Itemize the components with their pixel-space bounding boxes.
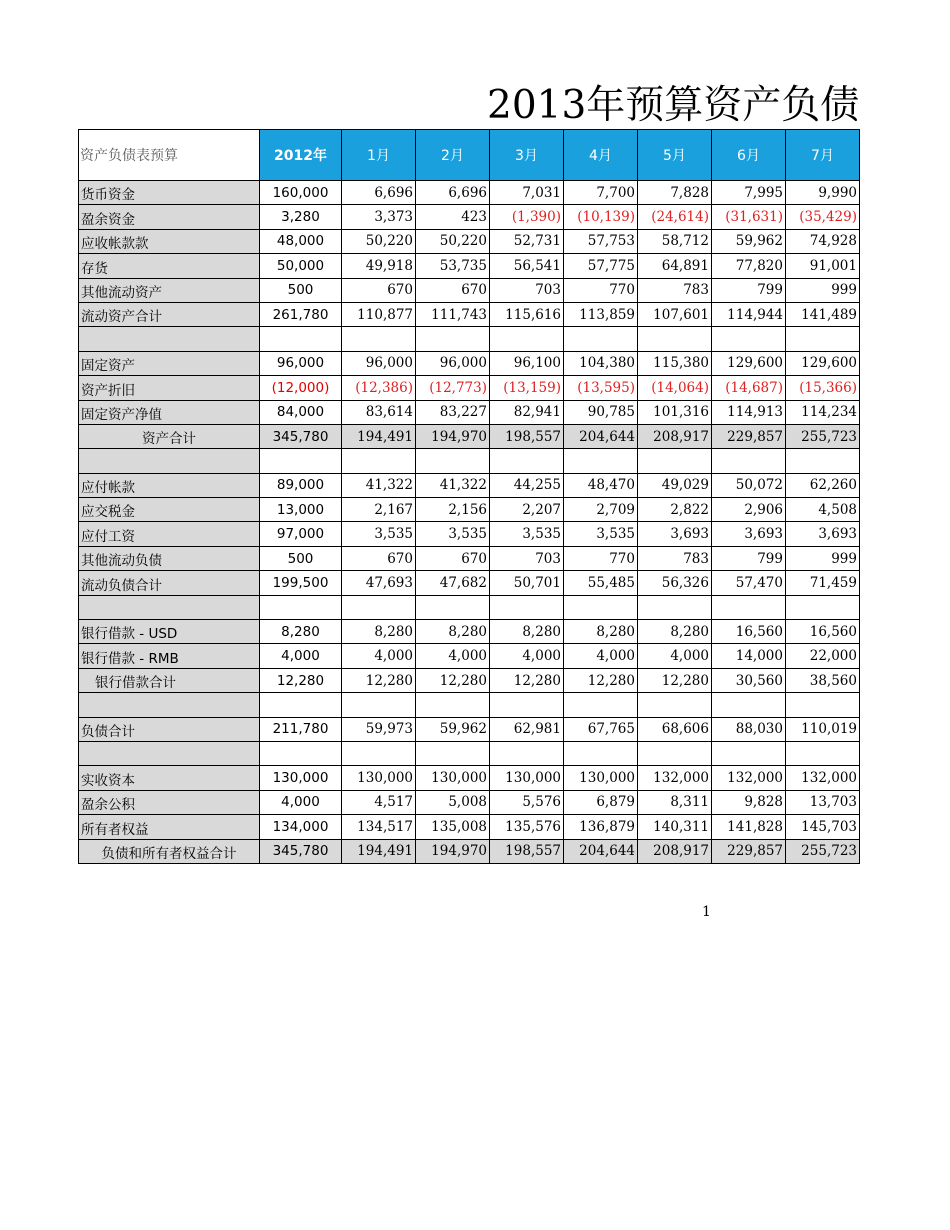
cell-month-value[interactable]: 114,944 [712, 302, 786, 326]
cell-month-value[interactable] [342, 449, 416, 473]
header-col-2012[interactable]: 2012年 [260, 130, 342, 181]
cell-month-value[interactable] [490, 327, 564, 351]
cell-month-value[interactable]: 783 [638, 546, 712, 570]
cell-month-value[interactable]: 57,753 [564, 229, 638, 253]
cell-month-value[interactable] [416, 595, 490, 619]
cell-month-value[interactable]: 50,701 [490, 571, 564, 595]
header-col-month[interactable]: 6月 [712, 130, 786, 181]
cell-month-value[interactable]: 6,879 [564, 790, 638, 814]
cell-month-value[interactable]: 59,962 [416, 717, 490, 741]
row-label-cell[interactable]: 银行借款合计 [79, 668, 260, 692]
cell-month-value[interactable]: (14,064) [638, 376, 712, 400]
cell-month-value[interactable]: 3,535 [416, 522, 490, 546]
header-col-month[interactable]: 5月 [638, 130, 712, 181]
cell-month-value[interactable]: (12,773) [416, 376, 490, 400]
cell-month-value[interactable]: 3,693 [638, 522, 712, 546]
table-row [79, 839, 860, 863]
cell-month-value[interactable]: 194,970 [416, 839, 490, 863]
cell-month-value[interactable]: (14,687) [712, 376, 786, 400]
cell-month-value[interactable]: (13,595) [564, 376, 638, 400]
cell-month-value[interactable]: 12,280 [342, 668, 416, 692]
cell-2012[interactable]: 160,000 [260, 181, 342, 205]
cell-month-value[interactable]: 670 [416, 546, 490, 570]
cell-2012[interactable] [260, 327, 342, 351]
row-label-cell[interactable]: 银行借款 - RMB [79, 644, 260, 668]
cell-month-value[interactable]: 50,072 [712, 473, 786, 497]
cell-month-value[interactable]: 130,000 [342, 766, 416, 790]
cell-month-value[interactable]: 130,000 [564, 766, 638, 790]
table-row [79, 302, 860, 326]
row-label-cell[interactable] [79, 741, 260, 765]
cell-2012[interactable] [260, 449, 342, 473]
cell-month-value[interactable]: 132,000 [712, 766, 786, 790]
row-label-cell[interactable] [79, 449, 260, 473]
cell-month-value[interactable] [712, 327, 786, 351]
cell-month-value[interactable]: 74,928 [786, 229, 860, 253]
cell-month-value[interactable]: (31,631) [712, 205, 786, 229]
cell-month-value[interactable]: 48,470 [564, 473, 638, 497]
cell-month-value[interactable]: 130,000 [490, 766, 564, 790]
cell-2012[interactable]: 12,280 [260, 668, 342, 692]
cell-month-value[interactable] [564, 449, 638, 473]
cell-2012[interactable] [260, 693, 342, 717]
cell-2012[interactable]: 134,000 [260, 815, 342, 839]
cell-month-value[interactable] [786, 741, 860, 765]
cell-month-value[interactable]: 999 [786, 278, 860, 302]
cell-month-value[interactable] [416, 449, 490, 473]
cell-month-value[interactable] [342, 595, 416, 619]
cell-month-value[interactable] [490, 741, 564, 765]
cell-month-value[interactable]: 114,234 [786, 400, 860, 424]
cell-month-value[interactable]: (1,390) [490, 205, 564, 229]
cell-2012[interactable]: 50,000 [260, 254, 342, 278]
cell-month-value[interactable] [712, 449, 786, 473]
cell-month-value[interactable] [786, 449, 860, 473]
cell-month-value[interactable]: 208,917 [638, 839, 712, 863]
table-row [79, 181, 860, 205]
cell-month-value[interactable]: 703 [490, 278, 564, 302]
cell-month-value[interactable]: 132,000 [638, 766, 712, 790]
cell-month-value[interactable]: (35,429) [786, 205, 860, 229]
cell-month-value[interactable] [342, 741, 416, 765]
cell-month-value[interactable]: 204,644 [564, 424, 638, 448]
cell-month-value[interactable] [638, 327, 712, 351]
cell-month-value[interactable]: 12,280 [638, 668, 712, 692]
row-label-cell[interactable] [79, 693, 260, 717]
cell-month-value[interactable]: 141,828 [712, 815, 786, 839]
cell-month-value[interactable]: 41,322 [342, 473, 416, 497]
blank-row [79, 595, 860, 619]
cell-month-value[interactable]: 12,280 [564, 668, 638, 692]
cell-month-value[interactable]: 62,260 [786, 473, 860, 497]
blank-row [79, 693, 860, 717]
cell-2012[interactable]: (12,000) [260, 376, 342, 400]
table-row [79, 644, 860, 668]
cell-month-value[interactable]: 16,560 [712, 620, 786, 644]
cell-2012[interactable]: 199,500 [260, 571, 342, 595]
cell-month-value[interactable]: 4,508 [786, 498, 860, 522]
cell-month-value[interactable]: 194,970 [416, 424, 490, 448]
cell-month-value[interactable]: 13,703 [786, 790, 860, 814]
header-corner[interactable]: 资产负债表预算 [79, 130, 260, 181]
cell-month-value[interactable]: 770 [564, 546, 638, 570]
blank-row [79, 449, 860, 473]
cell-month-value[interactable]: 3,693 [786, 522, 860, 546]
cell-month-value[interactable]: 58,712 [638, 229, 712, 253]
cell-month-value[interactable] [712, 693, 786, 717]
cell-month-value[interactable]: 4,000 [416, 644, 490, 668]
row-label-cell[interactable]: 应交税金 [79, 498, 260, 522]
cell-month-value[interactable]: 670 [342, 546, 416, 570]
cell-month-value[interactable]: 129,600 [786, 351, 860, 375]
cell-month-value[interactable]: 2,906 [712, 498, 786, 522]
cell-2012[interactable]: 13,000 [260, 498, 342, 522]
cell-month-value[interactable]: 3,693 [712, 522, 786, 546]
cell-month-value[interactable]: 111,743 [416, 302, 490, 326]
cell-month-value[interactable]: 30,560 [712, 668, 786, 692]
cell-month-value[interactable]: 115,616 [490, 302, 564, 326]
cell-month-value[interactable]: 2,709 [564, 498, 638, 522]
cell-month-value[interactable]: (24,614) [638, 205, 712, 229]
cell-2012[interactable]: 3,280 [260, 205, 342, 229]
cell-month-value[interactable]: (15,366) [786, 376, 860, 400]
header-col-month[interactable]: 2月 [416, 130, 490, 181]
cell-month-value[interactable] [786, 693, 860, 717]
cell-month-value[interactable]: 49,918 [342, 254, 416, 278]
cell-month-value[interactable]: (10,139) [564, 205, 638, 229]
row-label-cell[interactable]: 存货 [79, 254, 260, 278]
cell-month-value[interactable] [490, 449, 564, 473]
cell-month-value[interactable]: 703 [490, 546, 564, 570]
cell-2012[interactable]: 261,780 [260, 302, 342, 326]
row-label-cell[interactable]: 盈余资金 [79, 205, 260, 229]
row-label-cell[interactable]: 银行借款 - USD [79, 620, 260, 644]
cell-month-value[interactable]: 114,913 [712, 400, 786, 424]
cell-month-value[interactable]: 3,535 [342, 522, 416, 546]
row-label-cell[interactable]: 流动负债合计 [79, 571, 260, 595]
cell-month-value[interactable]: 41,322 [416, 473, 490, 497]
cell-month-value[interactable]: 14,000 [712, 644, 786, 668]
blank-row [79, 741, 860, 765]
cell-month-value[interactable]: 107,601 [638, 302, 712, 326]
cell-month-value[interactable]: 229,857 [712, 839, 786, 863]
cell-month-value[interactable]: 4,000 [564, 644, 638, 668]
cell-month-value[interactable]: 115,380 [638, 351, 712, 375]
cell-month-value[interactable]: 5,008 [416, 790, 490, 814]
cell-2012[interactable]: 500 [260, 546, 342, 570]
cell-month-value[interactable]: 3,535 [564, 522, 638, 546]
cell-2012[interactable]: 89,000 [260, 473, 342, 497]
cell-month-value[interactable]: 8,280 [416, 620, 490, 644]
table-row [79, 717, 860, 741]
header-col-month[interactable]: 1月 [342, 130, 416, 181]
header-col-month[interactable]: 3月 [490, 130, 564, 181]
cell-month-value[interactable] [416, 327, 490, 351]
cell-month-value[interactable]: 83,614 [342, 400, 416, 424]
table-row [79, 351, 860, 375]
cell-month-value[interactable] [342, 327, 416, 351]
cell-month-value[interactable]: 799 [712, 278, 786, 302]
table-row [79, 522, 860, 546]
cell-month-value[interactable]: 57,775 [564, 254, 638, 278]
cell-month-value[interactable] [638, 449, 712, 473]
header-row [79, 130, 860, 181]
cell-month-value[interactable] [342, 693, 416, 717]
cell-month-value[interactable]: 229,857 [712, 424, 786, 448]
cell-2012[interactable]: 4,000 [260, 790, 342, 814]
cell-month-value[interactable]: 130,000 [416, 766, 490, 790]
cell-month-value[interactable]: 44,255 [490, 473, 564, 497]
cell-2012[interactable]: 84,000 [260, 400, 342, 424]
cell-month-value[interactable]: 4,517 [342, 790, 416, 814]
cell-2012[interactable]: 48,000 [260, 229, 342, 253]
cell-month-value[interactable]: 6,696 [416, 181, 490, 205]
table-row [79, 668, 860, 692]
cell-month-value[interactable]: 47,682 [416, 571, 490, 595]
row-label-cell[interactable]: 固定资产 [79, 351, 260, 375]
cell-month-value[interactable]: 7,995 [712, 181, 786, 205]
cell-month-value[interactable]: 59,973 [342, 717, 416, 741]
row-label-cell[interactable]: 应付帐款 [79, 473, 260, 497]
cell-month-value[interactable]: 7,828 [638, 181, 712, 205]
cell-2012[interactable]: 130,000 [260, 766, 342, 790]
cell-month-value[interactable]: 52,731 [490, 229, 564, 253]
cell-month-value[interactable]: 9,828 [712, 790, 786, 814]
cell-month-value[interactable]: 50,220 [342, 229, 416, 253]
cell-month-value[interactable]: 423 [416, 205, 490, 229]
cell-month-value[interactable]: 2,156 [416, 498, 490, 522]
row-label-cell[interactable]: 盈余公积 [79, 790, 260, 814]
cell-month-value[interactable]: 47,693 [342, 571, 416, 595]
cell-month-value[interactable]: 67,765 [564, 717, 638, 741]
row-label-cell[interactable]: 实收资本 [79, 766, 260, 790]
cell-month-value[interactable] [786, 327, 860, 351]
cell-month-value[interactable]: 77,820 [712, 254, 786, 278]
cell-2012[interactable]: 8,280 [260, 620, 342, 644]
cell-month-value[interactable]: 96,100 [490, 351, 564, 375]
cell-month-value[interactable]: 55,485 [564, 571, 638, 595]
cell-month-value[interactable]: 53,735 [416, 254, 490, 278]
cell-month-value[interactable]: 71,459 [786, 571, 860, 595]
cell-month-value[interactable]: 83,227 [416, 400, 490, 424]
table-row [79, 766, 860, 790]
table-row [79, 546, 860, 570]
cell-month-value[interactable]: 8,280 [564, 620, 638, 644]
cell-month-value[interactable]: 22,000 [786, 644, 860, 668]
cell-month-value[interactable]: 7,031 [490, 181, 564, 205]
cell-month-value[interactable]: 12,280 [490, 668, 564, 692]
cell-month-value[interactable] [638, 741, 712, 765]
cell-month-value[interactable]: 62,981 [490, 717, 564, 741]
table-row [79, 790, 860, 814]
page-number: 1 [702, 904, 711, 920]
cell-2012[interactable]: 211,780 [260, 717, 342, 741]
cell-month-value[interactable]: 8,280 [490, 620, 564, 644]
row-label-cell[interactable] [79, 595, 260, 619]
cell-month-value[interactable]: 140,311 [638, 815, 712, 839]
cell-month-value[interactable]: 198,557 [490, 424, 564, 448]
sheet-title: 2013年预算资产负债 [487, 83, 860, 128]
header-col-month[interactable]: 4月 [564, 130, 638, 181]
cell-month-value[interactable]: 129,600 [712, 351, 786, 375]
cell-month-value[interactable]: 113,859 [564, 302, 638, 326]
cell-month-value[interactable]: 110,877 [342, 302, 416, 326]
table-row [79, 424, 860, 448]
row-label-cell[interactable]: 流动资产合计 [79, 302, 260, 326]
cell-month-value[interactable]: 135,576 [490, 815, 564, 839]
row-label-cell[interactable]: 其他流动负债 [79, 546, 260, 570]
header-col-month[interactable]: 7月 [786, 130, 860, 181]
cell-month-value[interactable]: 101,316 [638, 400, 712, 424]
table-row [79, 473, 860, 497]
table-row [79, 815, 860, 839]
cell-month-value[interactable]: 132,000 [786, 766, 860, 790]
row-label-cell[interactable]: 货币资金 [79, 181, 260, 205]
cell-month-value[interactable]: 4,000 [490, 644, 564, 668]
cell-month-value[interactable]: 50,220 [416, 229, 490, 253]
cell-month-value[interactable]: 770 [564, 278, 638, 302]
cell-month-value[interactable]: 96,000 [342, 351, 416, 375]
row-label-cell[interactable]: 固定资产净值 [79, 400, 260, 424]
cell-month-value[interactable]: 110,019 [786, 717, 860, 741]
cell-month-value[interactable]: 90,785 [564, 400, 638, 424]
cell-month-value[interactable]: 4,000 [638, 644, 712, 668]
cell-month-value[interactable]: 134,517 [342, 815, 416, 839]
row-label-cell[interactable]: 资产折旧 [79, 376, 260, 400]
cell-month-value[interactable]: (13,159) [490, 376, 564, 400]
cell-month-value[interactable]: 38,560 [786, 668, 860, 692]
cell-month-value[interactable] [416, 693, 490, 717]
cell-month-value[interactable]: 6,696 [342, 181, 416, 205]
row-label-cell[interactable]: 其他流动资产 [79, 278, 260, 302]
cell-month-value[interactable]: 136,879 [564, 815, 638, 839]
cell-month-value[interactable]: 64,891 [638, 254, 712, 278]
cell-2012[interactable] [260, 595, 342, 619]
cell-month-value[interactable]: 255,723 [786, 424, 860, 448]
cell-month-value[interactable]: 12,280 [416, 668, 490, 692]
cell-month-value[interactable]: 57,470 [712, 571, 786, 595]
cell-month-value[interactable]: 3,535 [490, 522, 564, 546]
cell-2012[interactable]: 96,000 [260, 351, 342, 375]
cell-month-value[interactable]: 2,167 [342, 498, 416, 522]
cell-month-value[interactable]: 82,941 [490, 400, 564, 424]
cell-month-value[interactable] [564, 327, 638, 351]
row-label-cell[interactable]: 应收帐款款 [79, 229, 260, 253]
cell-month-value[interactable]: 56,541 [490, 254, 564, 278]
cell-month-value[interactable]: 4,000 [342, 644, 416, 668]
row-label-cell[interactable]: 负债合计 [79, 717, 260, 741]
table-row [79, 205, 860, 229]
table-row [79, 571, 860, 595]
cell-month-value[interactable]: 999 [786, 546, 860, 570]
table-row [79, 498, 860, 522]
cell-month-value[interactable] [564, 741, 638, 765]
cell-month-value[interactable]: 145,703 [786, 815, 860, 839]
cell-month-value[interactable]: 8,280 [342, 620, 416, 644]
cell-month-value[interactable]: 16,560 [786, 620, 860, 644]
cell-month-value[interactable]: 5,576 [490, 790, 564, 814]
row-label-cell[interactable] [79, 327, 260, 351]
cell-month-value[interactable]: 783 [638, 278, 712, 302]
row-label-cell[interactable]: 应付工资 [79, 522, 260, 546]
cell-month-value[interactable]: 204,644 [564, 839, 638, 863]
cell-month-value[interactable]: 208,917 [638, 424, 712, 448]
cell-month-value[interactable]: (12,386) [342, 376, 416, 400]
cell-month-value[interactable]: 141,489 [786, 302, 860, 326]
cell-month-value[interactable] [638, 595, 712, 619]
blank-row [79, 327, 860, 351]
row-label-cell[interactable]: 负债和所有者权益合计 [79, 839, 260, 863]
table-row [79, 400, 860, 424]
cell-month-value[interactable] [490, 595, 564, 619]
cell-month-value[interactable]: 255,723 [786, 839, 860, 863]
cell-month-value[interactable] [416, 741, 490, 765]
cell-2012[interactable]: 345,780 [260, 839, 342, 863]
table-row [79, 254, 860, 278]
cell-2012[interactable]: 345,780 [260, 424, 342, 448]
cell-month-value[interactable] [638, 693, 712, 717]
row-label-cell[interactable]: 资产合计 [79, 424, 260, 448]
cell-month-value[interactable]: 56,326 [638, 571, 712, 595]
cell-month-value[interactable] [712, 595, 786, 619]
cell-month-value[interactable] [564, 693, 638, 717]
cell-month-value[interactable]: 8,311 [638, 790, 712, 814]
cell-month-value[interactable]: 68,606 [638, 717, 712, 741]
table-row [79, 229, 860, 253]
cell-month-value[interactable] [564, 595, 638, 619]
cell-2012[interactable]: 4,000 [260, 644, 342, 668]
cell-month-value[interactable] [490, 693, 564, 717]
cell-month-value[interactable] [712, 741, 786, 765]
cell-month-value[interactable]: 135,008 [416, 815, 490, 839]
table-row [79, 620, 860, 644]
cell-month-value[interactable]: 2,822 [638, 498, 712, 522]
table-row [79, 376, 860, 400]
cell-month-value[interactable]: 3,373 [342, 205, 416, 229]
cell-2012[interactable]: 97,000 [260, 522, 342, 546]
cell-month-value[interactable]: 104,380 [564, 351, 638, 375]
cell-month-value[interactable]: 59,962 [712, 229, 786, 253]
cell-month-value[interactable]: 194,491 [342, 424, 416, 448]
cell-month-value[interactable]: 799 [712, 546, 786, 570]
cell-month-value[interactable]: 8,280 [638, 620, 712, 644]
balance-sheet-table [78, 129, 860, 864]
cell-month-value[interactable]: 88,030 [712, 717, 786, 741]
cell-month-value[interactable]: 198,557 [490, 839, 564, 863]
cell-month-value[interactable]: 670 [416, 278, 490, 302]
cell-month-value[interactable]: 2,207 [490, 498, 564, 522]
cell-month-value[interactable]: 91,001 [786, 254, 860, 278]
cell-month-value[interactable]: 670 [342, 278, 416, 302]
cell-month-value[interactable]: 7,700 [564, 181, 638, 205]
cell-month-value[interactable]: 49,029 [638, 473, 712, 497]
cell-month-value[interactable] [786, 595, 860, 619]
cell-2012[interactable] [260, 741, 342, 765]
row-label-cell[interactable]: 所有者权益 [79, 815, 260, 839]
cell-month-value[interactable]: 9,990 [786, 181, 860, 205]
table-row [79, 278, 860, 302]
cell-2012[interactable]: 500 [260, 278, 342, 302]
cell-month-value[interactable]: 194,491 [342, 839, 416, 863]
cell-month-value[interactable]: 96,000 [416, 351, 490, 375]
